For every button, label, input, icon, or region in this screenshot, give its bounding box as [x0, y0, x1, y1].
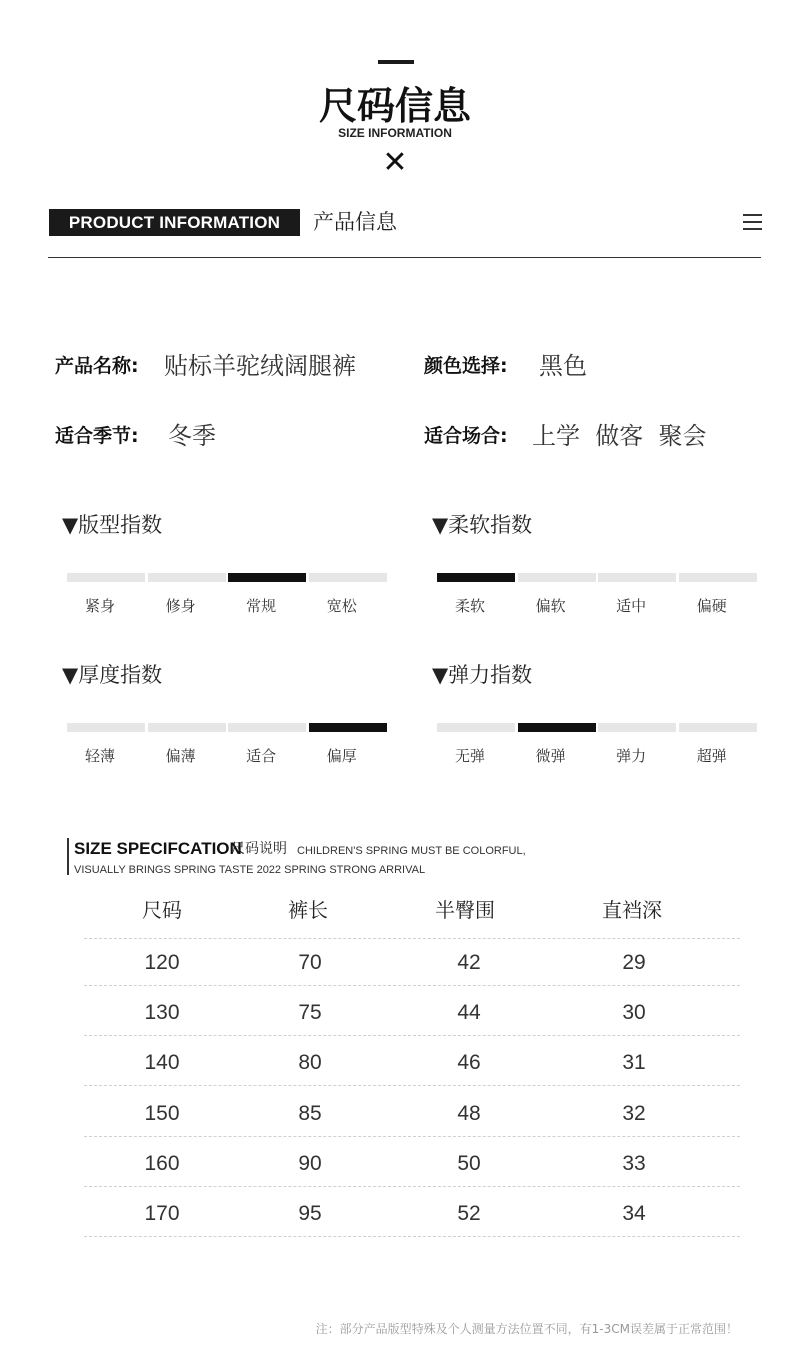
- index-option-label: 无弹: [454, 747, 485, 765]
- table-divider: [84, 1136, 740, 1137]
- index-option-label: 偏厚: [326, 747, 357, 765]
- occasion-value: 上学 做客 聚会: [532, 422, 707, 450]
- index-option-label: 宽松: [326, 597, 357, 615]
- product-name-label: 产品名称:: [55, 355, 139, 377]
- table-cell: 33: [622, 1151, 646, 1175]
- table-cell: 150: [144, 1101, 180, 1125]
- season-value: 冬季: [168, 422, 216, 450]
- index-option-label: 超弹: [696, 747, 727, 765]
- table-cell: 130: [144, 1001, 180, 1025]
- table-header-length: 裤长: [288, 898, 328, 922]
- index-option-label: 修身: [165, 597, 196, 615]
- table-cell: 30: [622, 1001, 646, 1025]
- table-cell: 85: [298, 1101, 322, 1125]
- table-header-hip: 半臀围: [435, 898, 495, 922]
- table-cell: 48: [457, 1101, 481, 1125]
- table-divider: [84, 1085, 740, 1086]
- index-option-label: 轻薄: [84, 747, 115, 765]
- index-option-label: 紧身: [84, 597, 115, 615]
- table-divider: [84, 985, 740, 986]
- index-option-label: 常规: [246, 597, 277, 615]
- index-option-label: 偏薄: [165, 747, 196, 765]
- spec-title-cn: 尺码说明: [231, 841, 287, 857]
- table-cell: 46: [457, 1051, 481, 1075]
- table-cell: 95: [298, 1202, 322, 1225]
- page-title-en: SIZE INFORMATION: [338, 126, 452, 140]
- color-value: 黑色: [539, 352, 587, 380]
- table-cell: 80: [298, 1051, 322, 1075]
- table-cell: 120: [144, 951, 180, 974]
- table-cell: 170: [144, 1202, 180, 1225]
- table-header-size: 尺码: [142, 898, 182, 922]
- table-cell: 34: [622, 1202, 646, 1225]
- season-label: 适合季节:: [55, 425, 139, 447]
- table-divider: [84, 1035, 740, 1036]
- index-option-label: 柔软: [454, 597, 485, 615]
- table-divider: [84, 1186, 740, 1187]
- table-cell: 70: [298, 951, 322, 974]
- table-cell: 160: [144, 1151, 180, 1175]
- color-label: 颜色选择:: [424, 355, 508, 377]
- table-header-rise: 直裆深: [602, 898, 662, 922]
- table-divider: [84, 938, 740, 939]
- spec-title-en: SIZE SPECIFCATION: [74, 839, 242, 858]
- index-option-label: 微弹: [535, 747, 566, 765]
- softness-index-title: ▼柔软指数: [432, 513, 533, 537]
- table-cell: 29: [622, 951, 646, 974]
- section-title: 产品信息: [313, 210, 397, 234]
- page-title: 尺码信息: [318, 84, 471, 128]
- table-cell: 50: [457, 1151, 481, 1175]
- index-option-label: 适合: [246, 747, 277, 765]
- index-option-label: 弹力: [616, 747, 647, 765]
- index-option-label: 适中: [616, 597, 647, 615]
- table-cell: 32: [622, 1101, 646, 1125]
- table-divider: [84, 1236, 740, 1237]
- product-name-value: 贴标羊驼绒阔腿裤: [164, 352, 356, 380]
- index-option-label: 偏软: [535, 597, 566, 615]
- table-cell: 44: [457, 1001, 481, 1025]
- section-tag: PRODUCT INFORMATION: [49, 209, 300, 236]
- stretch-index-title: ▼弹力指数: [432, 663, 533, 687]
- thickness-index-title: ▼厚度指数: [62, 663, 163, 687]
- index-option-label: 偏硬: [696, 597, 727, 615]
- table-cell: 90: [298, 1151, 322, 1175]
- fit-index-title: ▼版型指数: [62, 513, 163, 537]
- spec-subtitle-line2: VISUALLY BRINGS SPRING TASTE 2022 SPRING STRONG ARRIVAL: [74, 864, 426, 876]
- table-cell: 31: [622, 1051, 646, 1075]
- table-cell: 140: [144, 1051, 180, 1075]
- measurement-footnote: 注：部分产品版型特殊及个人测量方法位置不同，有1-3CM误差属于正常范围！: [315, 1322, 738, 1336]
- cross-icon: ✕: [382, 145, 408, 180]
- spec-subtitle-line1: CHILDREN'S SPRING MUST BE COLORFUL,: [297, 845, 526, 857]
- table-cell: 42: [457, 951, 481, 974]
- table-cell: 75: [298, 1001, 322, 1025]
- table-cell: 52: [457, 1202, 481, 1225]
- occasion-label: 适合场合:: [424, 425, 508, 447]
